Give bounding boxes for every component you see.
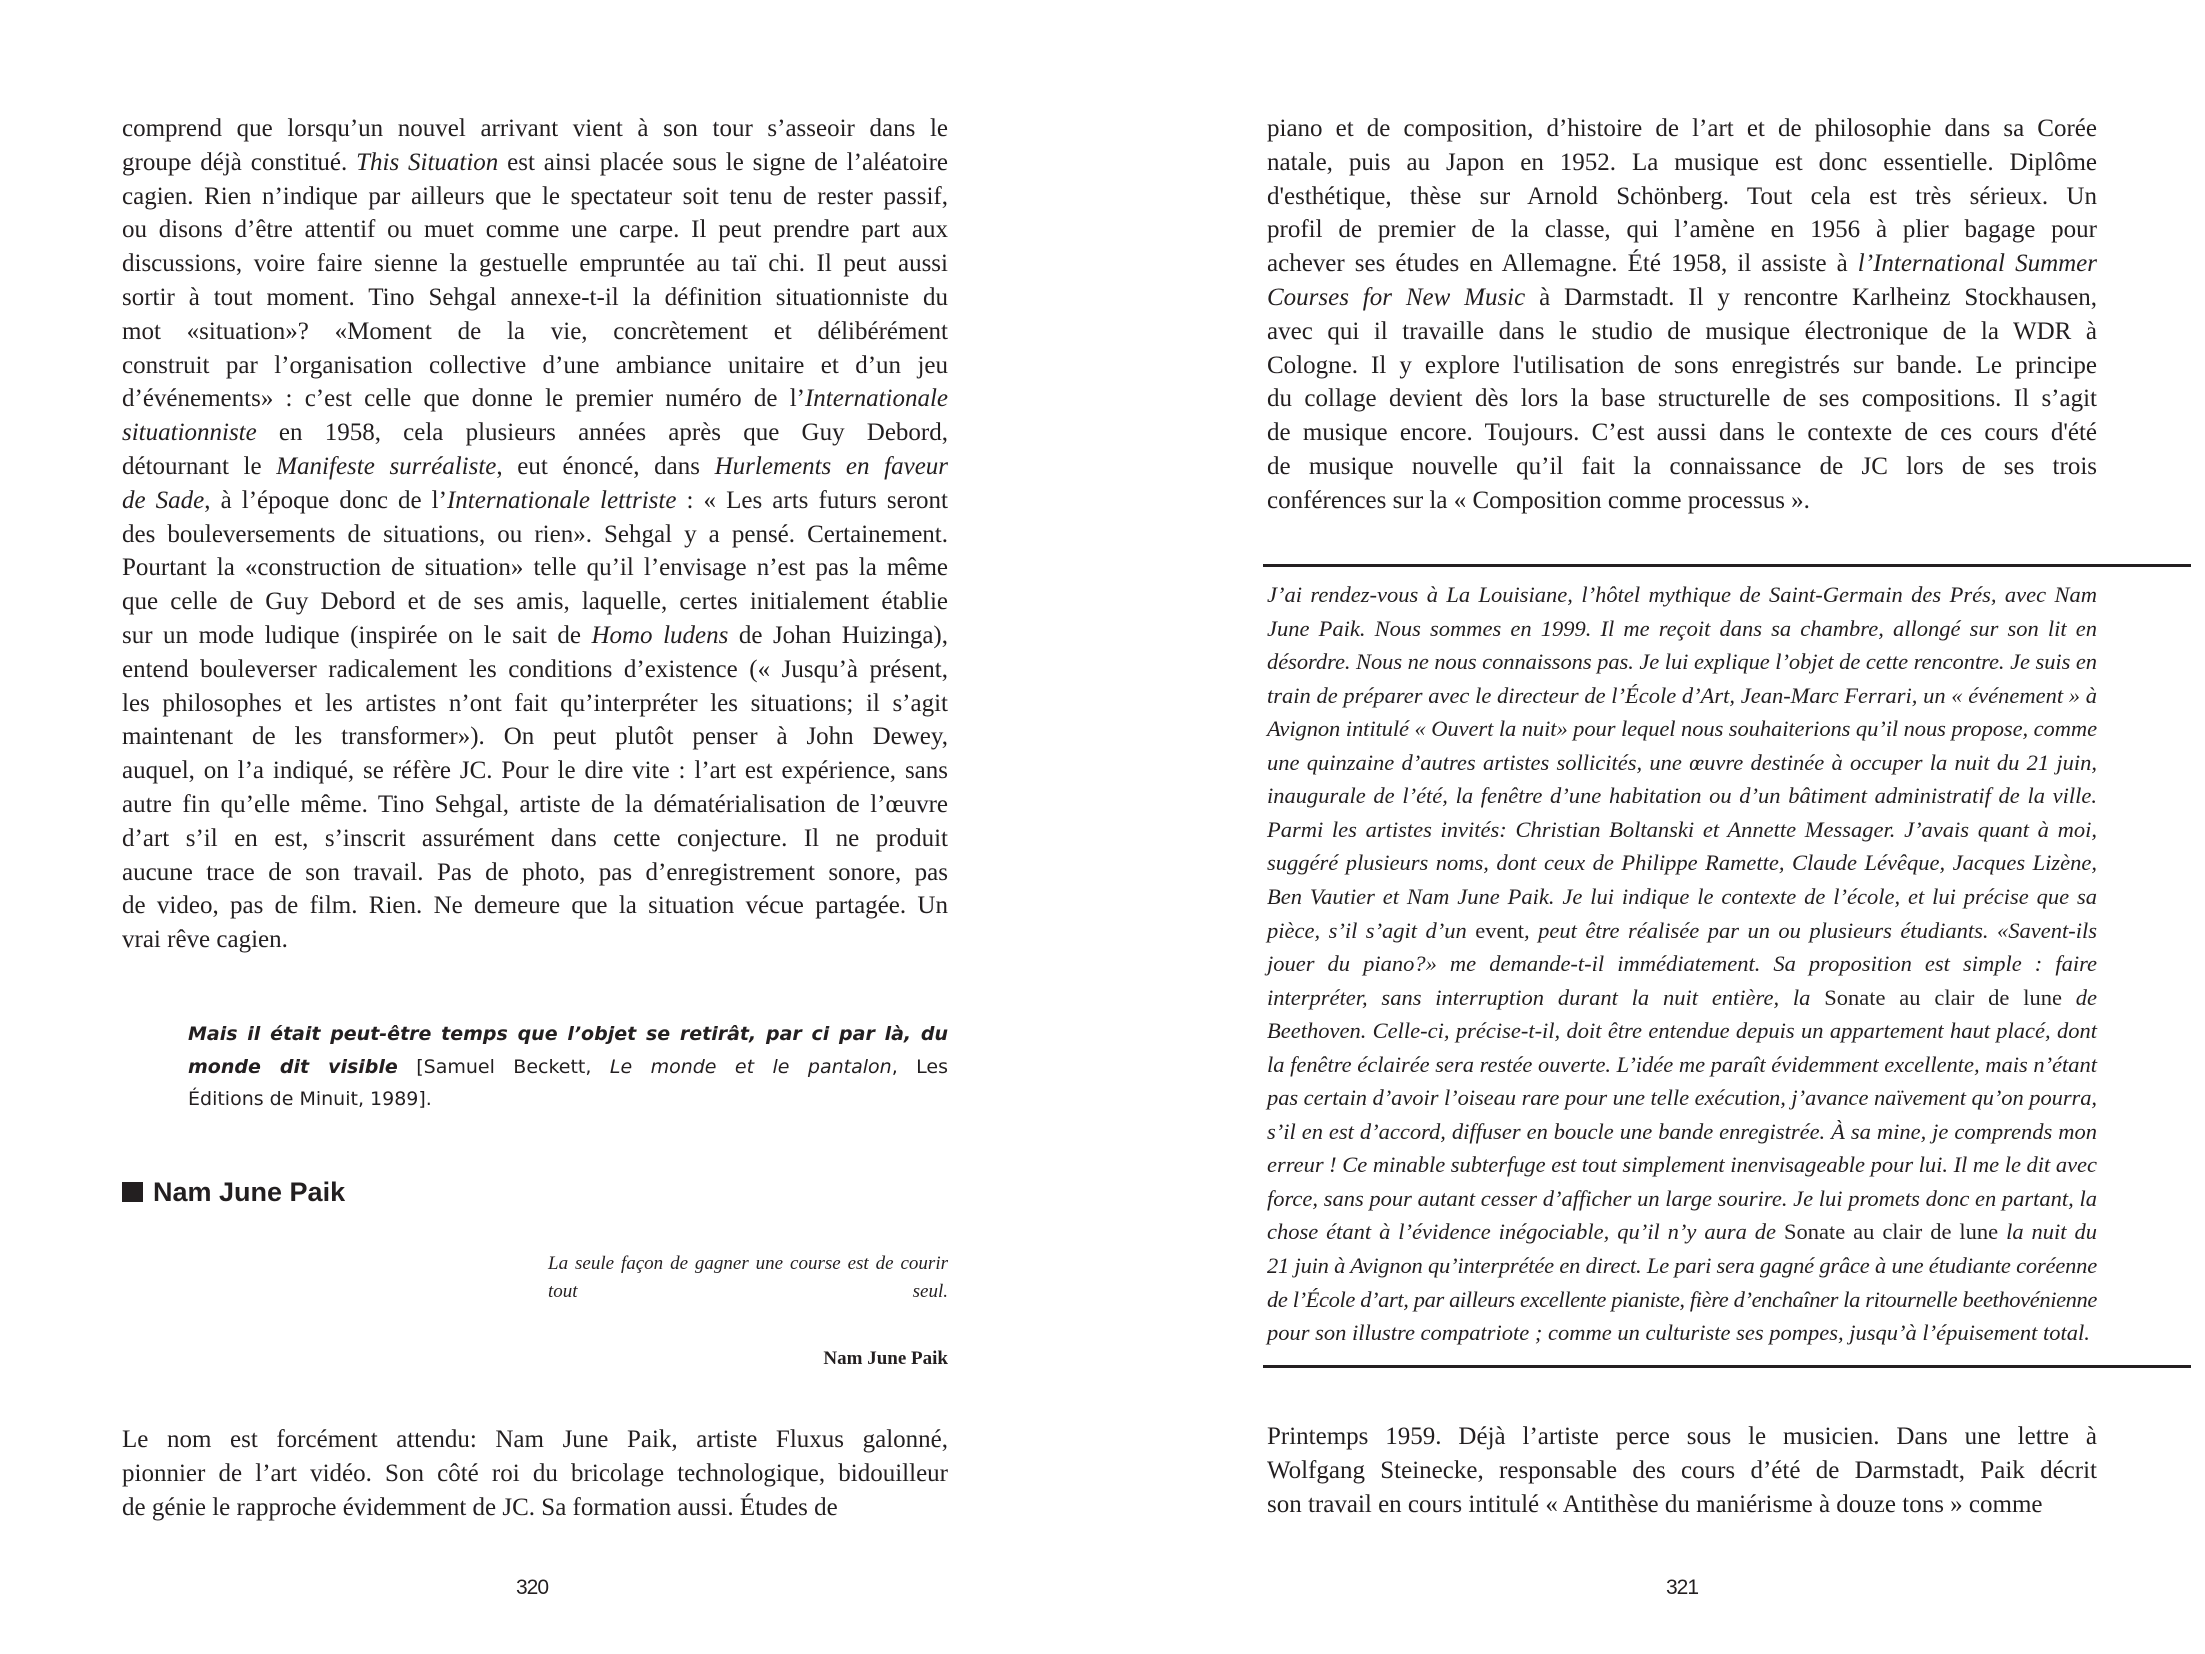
text-line [1267, 450, 2097, 484]
text-line [1267, 1285, 2097, 1315]
text-run: jouer du piano?» me demande-t-il immédiatement. Sa proposition est simple : faire [1267, 951, 2097, 977]
text-line [122, 619, 948, 653]
text-line [1267, 382, 2097, 416]
text-run: les philosophes et les artistes n’ont fait qu’interpréter les situations; il s’agit [122, 689, 948, 717]
text-run: de video, pas de film. Rien. Ne demeure que la situation vécue partagée. Un [122, 892, 948, 920]
text-run: de [2061, 984, 2098, 1010]
text-run: autre fin qu’elle même. Tino Sehgal, artiste de la dématérialisation de l’œuvre [122, 791, 948, 818]
text-run: comprend que lorsqu’un nouvel arrivant vient à son tour s’asseoir dans le [122, 115, 948, 142]
text-line [122, 923, 948, 957]
text-run: désordre. Nous ne nous connaissons pas. Je lui explique l’objet de cette rencontre. Je suis en [1267, 649, 2097, 675]
text-run: J’ai rendez-vous à La Louisiane, l’hôtel mythique de Saint-Germain des Prés, avec Nam [1267, 582, 2097, 607]
text-run: force, sans pour autant cesser d’afficher un large sourire. Je lui promets donc en partant, la [1267, 1185, 2097, 1211]
text-line [122, 146, 948, 180]
text-line [122, 450, 948, 484]
emphasis-run: de Sade [122, 486, 205, 514]
text-run: de Johan Huizinga), [728, 622, 948, 649]
text-line [1267, 1217, 2097, 1247]
text-run: , peut être réalisée par un ou plusieurs étudiants. «Savent-ils [1524, 917, 2097, 943]
emphasis-run: Courses for New Music [1267, 284, 1526, 311]
text-line [1267, 916, 2097, 946]
text-run: , à l’époque donc de l’ [204, 486, 447, 514]
text-line [122, 653, 948, 687]
text-run: auquel, on l’a indiqué, se réfère JC. Pour le dire vite : l’art est expérience, sans [122, 757, 948, 785]
text-line [1267, 112, 2097, 146]
text-line [1267, 180, 2097, 214]
text-line [1267, 1251, 2097, 1281]
right-page [1103, 0, 2205, 1654]
text-line [122, 822, 948, 856]
left-page [0, 0, 1102, 1654]
text-run: June Paik. Nous sommes en 1999. Il me reçoit dans sa chambre, allongé sur son lit en [1267, 615, 2097, 641]
text-line [188, 1018, 948, 1050]
text-line [122, 754, 948, 788]
text-run: de musique nouvelle qu’il fait la connaissance de JC lors de ses trois [1267, 453, 2097, 480]
box-top-rule [1263, 564, 2191, 567]
text-line [122, 1491, 948, 1525]
text-line [122, 518, 948, 552]
text-run: d’événements» : c’est celle que donne le premier numéro de l’ [122, 385, 805, 413]
text-run: entend bouleverser radicalement les conditions d’existence (« Jusqu’à présent, [122, 655, 948, 683]
text-run: profil de premier de la classe, qui l’amène en 1956 à plier bagage pour [1267, 216, 2097, 244]
text-line [188, 1051, 948, 1083]
text-run: sur un mode ludique (inspirée on le sait de [122, 622, 592, 649]
text-line [1267, 614, 2097, 644]
text-line [1267, 580, 2097, 610]
text-run: Printemps 1959. Déjà l’artiste perce sous le musicien. Dans une lettre à [1267, 1423, 2097, 1450]
text-run: pas certain d’avoir l’oiseau rare pour une telle exécution, j’avance naïvement qu’on pourra, [1267, 1085, 2097, 1111]
text-run: pionnier de l’art vidéo. Son côté roi du bricolage technologique, bidouilleur [122, 1459, 948, 1487]
text-run: la nuit du [1998, 1219, 2097, 1245]
text-run: groupe déjà constitué. [122, 148, 357, 176]
text-line [1267, 1117, 2097, 1147]
text-run: chose étant à l’évidence inégociable, qu’il n’y aura de [1267, 1219, 1784, 1245]
text-run: du collage devient dès lors la base structurelle de ses compositions. Il s’agit [1267, 385, 2097, 413]
text-run: des bouleversements de situations, ou rien». Sehgal y a pensé. Certainement. [122, 520, 948, 548]
text-line [1267, 1184, 2097, 1214]
text-run: d’art s’il en est, s’inscrit assurément dans cette conjecture. Il ne produit [122, 824, 948, 852]
text-line [1267, 416, 2097, 450]
text-run: vrai rêve cagien. [122, 926, 288, 954]
text-run: avec qui il travaille dans le studio de musique électronique de la WDR à [1267, 317, 2097, 345]
text-line [122, 1423, 948, 1457]
text-run: achever ses études en Allemagne. Été 1958, il assiste à [1267, 250, 1858, 278]
text-line [1267, 1016, 2097, 1046]
text-run: s’il en est d’accord, diffuser en boucle une bande enregistrée. À sa mine, je comprends mon [1267, 1118, 2097, 1144]
text-run: erreur ! Ce minable subterfuge est tout simplement inenvisageable pour lui. Il me le dit avec [1267, 1152, 2097, 1178]
text-run: natale, puis au Japon en 1952. La musique est donc essentielle. Diplôme [1267, 148, 2097, 176]
page-number-right: 321 [1665, 1576, 1699, 1599]
text-line [122, 416, 948, 450]
emphasis-run: Manifeste surréaliste [276, 453, 497, 480]
text-line [122, 889, 948, 923]
text-line [122, 585, 948, 619]
text-line [122, 551, 948, 585]
text-run: cagien. Rien n’indique par ailleurs que le spectateur soit tenu de rester passif, [122, 182, 948, 210]
text-run: Sonate au clair de lune [1783, 1219, 1999, 1245]
text-line [122, 315, 948, 349]
text-line [1267, 1050, 2097, 1080]
text-run: Pourtant la «construction de situation» telle qu’il l’envisage n’est pas la même [122, 554, 948, 582]
text-line [122, 247, 948, 281]
epigraph-line: tout seul. [548, 1281, 948, 1302]
emphasis-run: l’International Summer [1857, 250, 2098, 278]
section-heading-text: Nam June Paik [153, 1177, 346, 1207]
text-run: inaugurale de l’été, la fenêtre d’une habitation ou d’un bâtiment administratif de la ville. [1267, 783, 2097, 809]
text-line [1267, 281, 2097, 315]
text-run: Parmi les artistes invités: Christian Boltanski et Annette Messager. J’avais quant à moi, [1267, 816, 2097, 842]
text-run: Sonate au clair de lune [1824, 984, 2062, 1010]
text-run: 21 juin à Avignon qu’interprétée en direct. Le pari sera gagné grâce à une étudiante coréenne [1267, 1253, 2098, 1278]
text-line [1267, 681, 2097, 711]
text-run: est ainsi placée sous le signe de l’aléatoire [498, 148, 948, 176]
text-line [188, 1083, 948, 1115]
text-run: détournant le [122, 453, 277, 480]
epigraph-line: La seule façon de gagner une course est de courir [548, 1253, 948, 1274]
text-line [1267, 1488, 2097, 1522]
text-line [1267, 1083, 2097, 1113]
text-line [1267, 1420, 2097, 1454]
text-line [122, 1457, 948, 1491]
text-run: la fenêtre éclairée sera restée ouverte. L’idée me paraît évidemment excellente, mais n’étant [1267, 1051, 2097, 1077]
text-run: : « Les arts futurs seront [676, 486, 948, 514]
emphasis-run: monde dit visible [188, 1055, 398, 1078]
text-line [1267, 647, 2097, 677]
epigraph-author: Nam June Paik [823, 1348, 948, 1369]
emphasis-run: This Situation [356, 148, 499, 176]
text-run: de l’École d’art, par ailleurs excellente pianiste, fière d’enchaîner la ritournelle beethovénienne [1267, 1286, 2097, 1312]
text-run: , eut énoncé, dans [496, 453, 715, 480]
text-run: event [1475, 917, 1525, 943]
text-run: de génie le rapproche évidemment de JC. Sa formation aussi. Études de [122, 1493, 838, 1521]
text-line [1267, 146, 2097, 180]
text-line [1267, 484, 2097, 518]
emphasis-run: Internationale lettriste [446, 486, 677, 514]
text-line [1267, 1454, 2097, 1488]
emphasis-run: Le monde et le pantalon [609, 1055, 892, 1078]
text-run: de musique encore. Toujours. C’est aussi dans le contexte de ces cours d'été [1267, 419, 2097, 447]
text-line [1267, 349, 2097, 383]
emphasis-run: Homo ludens [591, 622, 729, 649]
text-line [122, 484, 948, 518]
text-line [1267, 315, 2097, 349]
emphasis-run: Mais il était peut-être temps que l’objet se retirât, par ci par là, du [188, 1023, 948, 1045]
text-line [1267, 949, 2097, 979]
text-run: conférences sur la « Composition comme processus ». [1267, 486, 1810, 514]
page-number-left: 320 [515, 1576, 549, 1599]
text-line [122, 788, 948, 822]
text-line [1267, 815, 2097, 845]
text-run: train de préparer avec le directeur de l’École d’Art, Jean-Marc Ferrari, un « événement » à [1267, 682, 2097, 708]
text-line [122, 213, 948, 247]
text-line [122, 720, 948, 754]
text-run: , Les [891, 1055, 948, 1078]
text-line [1267, 748, 2097, 778]
text-line [1267, 213, 2097, 247]
text-run: [Samuel Beckett, [397, 1055, 610, 1078]
text-run: maintenant de les transformer»). On peut plutôt penser à John Dewey, [122, 723, 948, 751]
text-line [122, 180, 948, 214]
emphasis-run: Internationale [804, 385, 948, 413]
text-run: interpréter, sans interruption durant la nuit entière, la [1267, 984, 1825, 1010]
text-line [1267, 781, 2097, 811]
text-line [122, 856, 948, 890]
text-run: Avignon intitulé « Ouvert la nuit» pour lequel nous souhaiterions qu’il nous propose, comme [1267, 716, 2097, 742]
text-line [122, 382, 948, 416]
text-run: en 1958, cela plusieurs années après que Guy Debord, [256, 419, 948, 447]
text-run: aucune trace de son travail. Pas de photo, pas d’enregistrement sonore, pas [122, 858, 948, 886]
text-run: Beethoven. Celle-ci, précise-t-il, doit être entendue depuis un appartement haut placé, dont [1267, 1018, 2097, 1044]
text-run: suggéré plusieurs noms, dont ceux de Philippe Ramette, Claude Lévêque, Jacques Lizène, [1267, 850, 2097, 876]
text-run: une quinzaine d’autres artistes sollicités, une œuvre destinée à occuper la nuit du 21 juin, [1267, 749, 2097, 775]
heading-square-icon [122, 1182, 143, 1202]
text-line [1267, 1150, 2097, 1180]
text-run: piano et de composition, d’histoire de l’art et de philosophie dans sa Corée [1267, 115, 2097, 142]
emphasis-run: situationniste [122, 419, 257, 447]
text-run: que celle de Guy Debord et de ses amis, laquelle, certes initialement établie [122, 588, 948, 616]
text-run: Le nom est forcément attendu: Nam June Paik, artiste Fluxus galonné, [122, 1426, 948, 1453]
emphasis-run: Hurlements en faveur [714, 453, 949, 480]
text-run: construit par l’organisation collective d’une ambiance unitaire et d’un jeu [122, 351, 948, 379]
text-run: ou disons d’être attentif ou muet comme une carpe. Il peut prendre part aux [122, 216, 948, 244]
text-line [122, 349, 948, 383]
text-line [1267, 1318, 2097, 1348]
text-line [1267, 882, 2097, 912]
text-run: Ben Vautier et Nam June Paik. Je lui indique le contexte de l’école, et lui précise que sa [1267, 883, 2097, 909]
text-run: sortir à tout moment. Tino Sehgal annexe-t-il la définition situationniste du [122, 284, 948, 311]
text-run: Cologne. Il y explore l'utilisation de sons enregistrés sur bande. Le principe [1267, 351, 2097, 379]
text-run: discussions, voire faire sienne la gestuelle empruntée au taï chi. Il peut aussi [122, 250, 948, 278]
text-line [122, 687, 948, 721]
text-line [122, 112, 948, 146]
text-run: pour son illustre compatriote ; comme un culturiste ses pompes, jusqu’à l’épuisement total. [1267, 1320, 2090, 1346]
text-line [1267, 848, 2097, 878]
text-run: d'esthétique, thèse sur Arnold Schönberg. Tout cela est très sérieux. Un [1267, 182, 2097, 210]
text-run: mot «situation»? «Moment de la vie, concrètement et délibérément [122, 317, 948, 345]
text-run: pièce, s’il s’agit d’un [1267, 917, 1476, 943]
text-run: son travail en cours intitulé « Antithèse du maniérisme à douze tons » comme [1267, 1490, 2043, 1518]
section-heading [122, 1176, 345, 1208]
text-run: à Darmstadt. Il y rencontre Karlheinz Stockhausen, [1525, 284, 2097, 311]
text-run: Wolfgang Steinecke, responsable des cours d’été de Darmstadt, Paik décrit [1267, 1456, 2097, 1484]
text-run: Éditions de Minuit, 1989]. [188, 1088, 432, 1110]
text-line [1267, 983, 2097, 1013]
text-line [1267, 247, 2097, 281]
box-bottom-rule [1263, 1365, 2191, 1368]
text-line [1267, 714, 2097, 744]
text-line [122, 281, 948, 315]
